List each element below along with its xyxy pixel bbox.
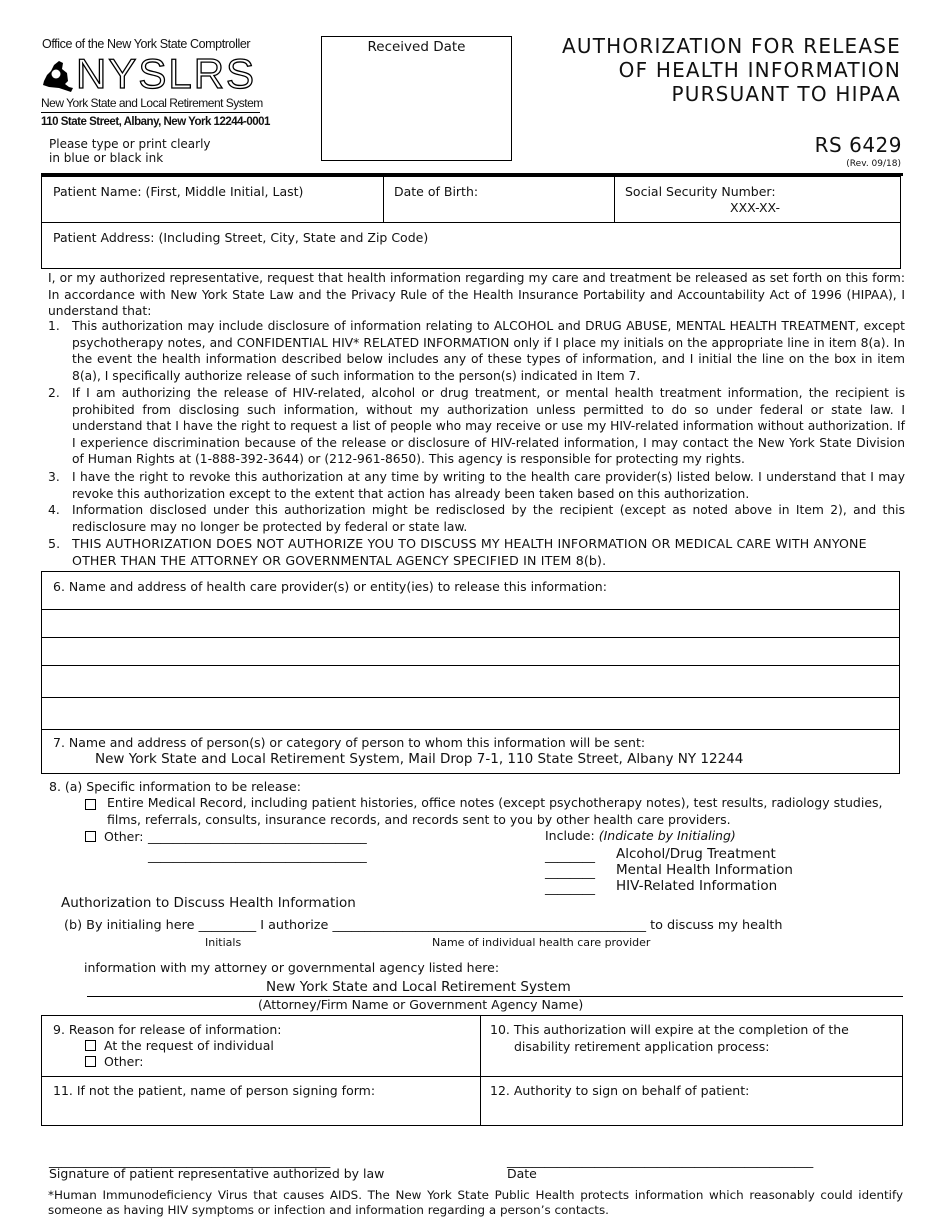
info-with-attorney-line: information with my attorney or governmental agency listed here: xyxy=(84,960,500,975)
item-2 xyxy=(48,385,905,468)
other-info-line-1[interactable]: ___________________________________ xyxy=(148,829,367,844)
section8b-part1: (b) By initialing here xyxy=(64,918,195,933)
item-2-number: 2. xyxy=(48,386,60,400)
date-of-birth-label: Date of Birth: xyxy=(394,184,479,199)
other-info-line-2[interactable]: ___________________________________ xyxy=(148,848,367,863)
hiv-initial-line[interactable]: ________ xyxy=(545,880,595,895)
reason-other-option xyxy=(85,1054,143,1069)
signature-line[interactable]: _____________________________________________ xyxy=(49,1153,331,1168)
alcohol-initial-line[interactable]: ________ xyxy=(545,848,595,863)
section6-label: 6. Name and address of health care provider(s) or entity(ies) to release this information: xyxy=(53,579,607,594)
agency-value: New York State and Local Retirement System xyxy=(266,979,571,995)
header-office: Office of the New York State Comptroller xyxy=(42,37,251,51)
logo-text: NYSLRS xyxy=(76,50,257,97)
item-1-text: This authorization may include disclosure of information relating to ALCOHOL and DRUG ABUSE, MENTAL HEALTH TREATMENT, except psychotherapy notes, and CONFIDENTIAL HIV* RELATED INFORMATION only if I place my initials on the appropriate line in item 8(a). In the event the health information described below includes any of these types of information, and I initial the line on the box in item 8(a), I specifically authorize release of such information to the person(s) indicated in Item 7. xyxy=(72,319,905,383)
item-5-number: 5. xyxy=(48,536,61,551)
mental-health-initial-line[interactable]: ________ xyxy=(545,864,595,879)
section8-label: 8. (a) Specific information to be release: xyxy=(49,779,301,794)
provider-line-1[interactable] xyxy=(42,610,899,636)
received-date-box xyxy=(321,36,512,161)
nyslrs-logo xyxy=(41,50,263,98)
include-hint: (Indicate by Initialing) xyxy=(598,828,736,843)
section12-label: 12. Authority to sign on behalf of patient: xyxy=(490,1083,750,1098)
item-1-number: 1. xyxy=(48,319,60,333)
include-label-text: Include: xyxy=(545,828,595,843)
ssn-label: Social Security Number: xyxy=(625,184,776,199)
other-info-checkbox[interactable] xyxy=(85,831,96,842)
section7-recipient-value: New York State and Local Retirement System, Mail Drop 7-1, 110 State Street, Albany NY 12244 xyxy=(95,751,744,767)
form-number: RS 6429 xyxy=(814,133,902,157)
reason-individual-checkbox[interactable] xyxy=(85,1040,96,1051)
date-line[interactable]: _________________________________________________ xyxy=(507,1153,814,1168)
section8b-initials-blank[interactable]: _________ xyxy=(198,918,257,933)
item-3 xyxy=(48,469,905,502)
header-system-name: New York State and Local Retirement System xyxy=(41,96,263,110)
include-label xyxy=(545,828,736,843)
item-3-text: I have the right to revoke this authorization at any time by writing to the health care provider(s) listed below. I understand that I may revoke this authorization except to the extent that action has already been taken based on this authorization. xyxy=(72,470,905,501)
form-title-line2: OF HEALTH INFORMATION xyxy=(618,58,901,82)
item-3-number: 3. xyxy=(48,470,60,484)
instructions-line2: in blue or black ink xyxy=(49,151,164,165)
intro-paragraph: I, or my authorized representative, request that health information regarding my care and treatment be released as set forth on this form: In accordance with New York State Law and the Privacy Rule of the Health Insurance Portability and Accountability Act of 1996 (HIPAA), I understand that: xyxy=(48,271,905,319)
header-address: 110 State Street, Albany, New York 12244-0001 xyxy=(41,116,270,128)
reason-other-label: Other: xyxy=(104,1054,144,1069)
alcohol-drug-label: Alcohol/Drug Treatment xyxy=(616,846,776,862)
date-label: Date xyxy=(507,1166,537,1181)
signature-label: Signature of patient representative authorized by law xyxy=(49,1166,385,1181)
section10-line1: 10. This authorization will expire at the completion of the xyxy=(490,1022,849,1037)
section8b-line xyxy=(64,918,783,933)
item-4-text: Information disclosed under this authorization might be redisclosed by the recipient (except as noted above in Item 2), and this redisclosure may no longer be protected by federal or state law. xyxy=(72,503,905,534)
hiv-label: HIV-Related Information xyxy=(616,878,778,894)
section7-label: 7. Name and address of person(s) or category of person to whom this information will be sent: xyxy=(53,735,646,750)
reason-individual-label: At the request of individual xyxy=(104,1038,274,1053)
item-4-number: 4. xyxy=(48,503,60,517)
reason-individual-option xyxy=(85,1038,274,1053)
instructions-line1: Please type or print clearly xyxy=(49,137,211,151)
patient-address-label: Patient Address: (Including Street, City, State and Zip Code) xyxy=(53,230,429,245)
item-1 xyxy=(48,318,905,384)
agency-caption: (Attorney/Firm Name or Government Agency Name) xyxy=(258,997,584,1012)
entire-record-text: Entire Medical Record, including patient histories, office notes (except psychotherapy notes), test results, radiology studies, films, referrals, consults, insurance records, and records sent to you by other health care providers. xyxy=(107,795,883,827)
initials-caption: Initials xyxy=(205,936,242,949)
provider-line-2[interactable] xyxy=(42,638,899,664)
authorization-discuss-heading: Authorization to Discuss Health Information xyxy=(61,895,356,911)
item-5-text: THIS AUTHORIZATION DOES NOT AUTHORIZE YOU TO DISCUSS MY HEALTH INFORMATION OR MEDICAL CARE WITH ANYONE OTHER THAN THE ATTORNEY OR GOVERNMENTAL AGENCY SPECIFIED IN ITEM 8(b). xyxy=(72,536,867,568)
section10-line2: disability retirement application process: xyxy=(514,1039,770,1054)
patient-info-table xyxy=(41,176,901,269)
provider-table xyxy=(41,571,900,774)
provider-caption: Name of individual health care provider xyxy=(432,936,651,949)
item-2-text: If I am authorizing the release of HIV-related, alcohol or drug treatment, or mental health treatment information, the recipient is prohibited from disclosing such information, without my authorization unless permitted to do so under federal or state law. I understand that I have the right to request a list of people who may receive or use my HIV-related information without authorization. If I experience discrimination because of the release or disclosure of HIV-related information, I may contact the New York State Division of Human Rights at (1-888-392-3644) or (212-961-8650). This agency is responsible for protecting my rights. xyxy=(72,386,905,467)
ssn-prefix-value: XXX-XX- xyxy=(730,200,780,215)
other-info-label: Other: xyxy=(104,829,144,844)
form-revision: (Rev. 09/18) xyxy=(846,159,901,169)
provider-line-4[interactable] xyxy=(42,698,899,728)
form-title-line3: PURSUANT TO HIPAA xyxy=(671,82,901,106)
section8b-part3: to discuss my health xyxy=(650,918,783,933)
section8b-part2: I authorize xyxy=(260,918,329,933)
section11-label: 11. If not the patient, name of person signing form: xyxy=(53,1083,376,1098)
section9-label: 9. Reason for release of information: xyxy=(53,1022,282,1037)
footnote: *Human Immunodeficiency Virus that causes AIDS. The New York State Public Health protects information which reasonably could identify someone as having HIV symptoms or infection and information regarding a person’s contacts. xyxy=(48,1188,903,1217)
item-5 xyxy=(48,536,905,569)
section8b-provider-blank[interactable]: _________________________________________________ xyxy=(332,918,647,933)
entire-record-checkbox[interactable] xyxy=(85,799,96,810)
reason-authority-table xyxy=(41,1015,903,1126)
form-title-line1: AUTHORIZATION FOR RELEASE xyxy=(562,34,901,58)
reason-other-checkbox[interactable] xyxy=(85,1056,96,1067)
provider-line-3[interactable] xyxy=(42,666,899,696)
mental-health-label: Mental Health Information xyxy=(616,862,793,878)
new-york-state-map-icon xyxy=(41,57,75,95)
item-4 xyxy=(48,502,905,535)
patient-name-label: Patient Name: (First, Middle Initial, Last) xyxy=(53,184,304,199)
received-date-label: Received Date xyxy=(367,39,466,55)
